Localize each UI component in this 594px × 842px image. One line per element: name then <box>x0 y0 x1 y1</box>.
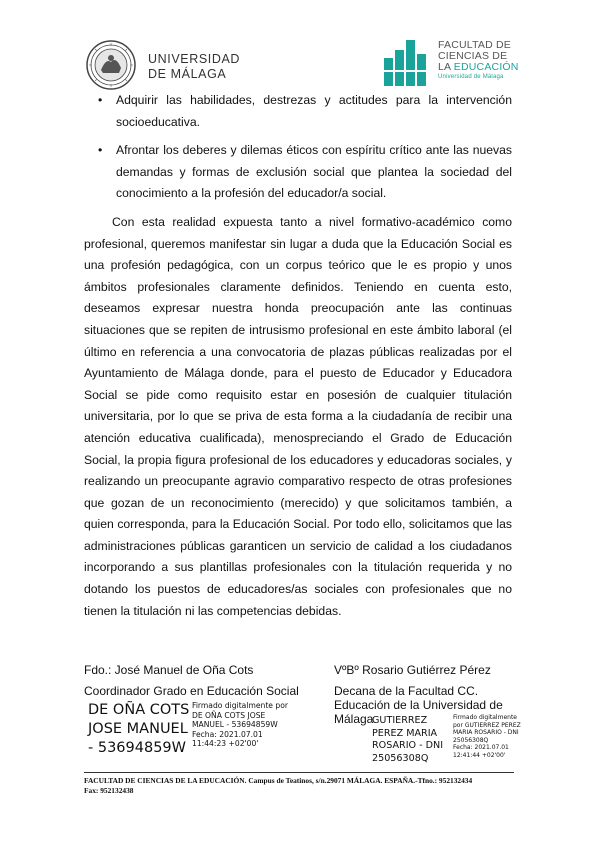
main-paragraph: Con esta realidad expuesta tanto a nivel formativo-académico como profesional, queremos manifestar sin lugar a duda que la Educación Social es una profesión pedagógica, con un corpus teórico que le es propio y unos ámbitos profesionales claramente definidos. Teniendo en cuenta esto, deseamos expresar nuestra honda preocupación ante las continuas situaciones que se repiten de intrusismo profesional en este ámbito laboral (el último en referencia a una convocatoria de plazas públicas realizadas por el Ayuntamiento de Málaga donde, para el puesto de Educador y Educadora Social se pide como requisito estar en posesión de cualquier titulación universitaria, por lo que se priva de esta forma a la ciudadanía de recibir una atención educativa cualificada), menospreciando el Grado de Educación Social, la propia figura profesional de los educadores y educadoras sociales, y realizando un preocupante agravio comparativo respecto de otras profesiones que gozan de un reconocimiento (merecido) y que solicitamos también, a quien corresponda, para la Educación Social. Por todo ello, solicitamos que las administraciones públicas garanticen un servicio de calidad a los ciudadanos incorporando a sus plantillas profesionales con la titulación requerida y no dotando los puestos de educadores/as sociales con profesionales que no tienen la titulación ni las competencias debidas. <box>84 214 512 618</box>
digital-signature-details-dean <box>453 714 521 760</box>
signer-name: Fdo.: José Manuel de Oña Cots <box>84 663 254 677</box>
faculty-name-subtitle: Universidad de Málaga <box>438 74 504 80</box>
digital-signature-detail: 12:41:44 +02'00' <box>453 751 506 759</box>
footer-address: FACULTAD DE CIENCIAS DE LA EDUCACIÓN. Campus de Teatinos, s/n.29071 MÁLAGA. ESPAÑA.-Tfno.: 952132434 <box>84 776 473 785</box>
faculty-name-prefix: LA <box>438 61 454 73</box>
digital-signature-line: GUTIERREZ <box>372 715 428 726</box>
digital-signature-line: - 53694859W <box>88 740 186 756</box>
digital-signature-detail: Firmado digitalmente <box>453 714 517 721</box>
page-footer <box>84 776 524 796</box>
list-item-text: Afrontar los deberes y dilemas éticos con espíritu crítico ante las nuevas demandas y formas de exclusión social que plantea la sociedad del conocimiento a la profesión del educador/a social. <box>116 143 512 201</box>
footer-divider <box>84 772 514 773</box>
digital-signature-line: JOSE MANUEL <box>88 721 188 737</box>
faculty-name-line2: CIENCIAS DE <box>438 50 508 62</box>
list-item-text: Adquirir las habilidades, destrezas y actitudes para la intervención socioeducativa. <box>116 93 512 129</box>
university-name-line1: UNIVERSIDAD <box>148 52 241 66</box>
digital-signature-line: PEREZ MARIA <box>372 727 438 739</box>
letter-body <box>84 90 512 622</box>
faculty-name-line3 <box>438 62 519 73</box>
letterhead <box>0 0 594 92</box>
digital-signature-detail: Fecha: 2021.07.01 <box>192 729 263 739</box>
digital-signature-detail: DE OÑA COTS JOSE <box>192 710 266 720</box>
digital-signature-detail: Firmado digitalmente por <box>192 701 288 710</box>
digital-signature-detail: 11:44:23 +02'00' <box>192 739 259 749</box>
digital-signature-details-coordinator <box>192 701 288 749</box>
signer-name: VºBº Rosario Gutiérrez Pérez <box>334 663 491 677</box>
signature-block-coordinator <box>84 660 299 702</box>
digital-signature-line: DE OÑA COTS <box>88 702 190 718</box>
digital-signature-name-dean <box>372 715 443 765</box>
digital-signature-line: ROSARIO - DNI <box>372 740 444 751</box>
university-name-line2: DE MÁLAGA <box>148 67 227 81</box>
faculty-name <box>438 40 519 82</box>
faculty-name-line1: FACULTAD DE <box>438 39 511 51</box>
signer-role-line: Educación de la Universidad de <box>334 698 503 712</box>
list-item <box>84 90 512 133</box>
university-seal-logo <box>86 40 136 90</box>
digital-signature-detail: MANUEL - 53694859W <box>192 720 278 730</box>
digital-signature-detail: 25056308Q <box>453 736 489 744</box>
objectives-list <box>84 90 512 205</box>
bullet-icon: • <box>98 93 103 107</box>
footer-fax: Fax: 952132438 <box>84 786 134 795</box>
faculty-logo <box>384 40 432 86</box>
faculty-name-accent: EDUCACIÓN <box>453 61 519 73</box>
digital-signature-line: 25056308Q <box>372 752 429 764</box>
digital-signature-detail: MARIA ROSARIO - DNI <box>453 729 519 737</box>
university-name <box>148 52 240 82</box>
signer-role: Coordinador Grado en Educación Social <box>84 684 299 698</box>
bullet-icon: • <box>98 143 103 158</box>
digital-signature-name-coordinator <box>88 701 189 758</box>
digital-signature-detail: Fecha: 2021.07.01 <box>453 744 509 752</box>
list-item <box>84 140 512 205</box>
digital-signature-detail: por GUTIERREZ PEREZ <box>453 721 521 729</box>
signer-role-line: Málaga <box>334 712 374 726</box>
signer-role-line: Decana de la Facultad CC. <box>334 684 479 698</box>
